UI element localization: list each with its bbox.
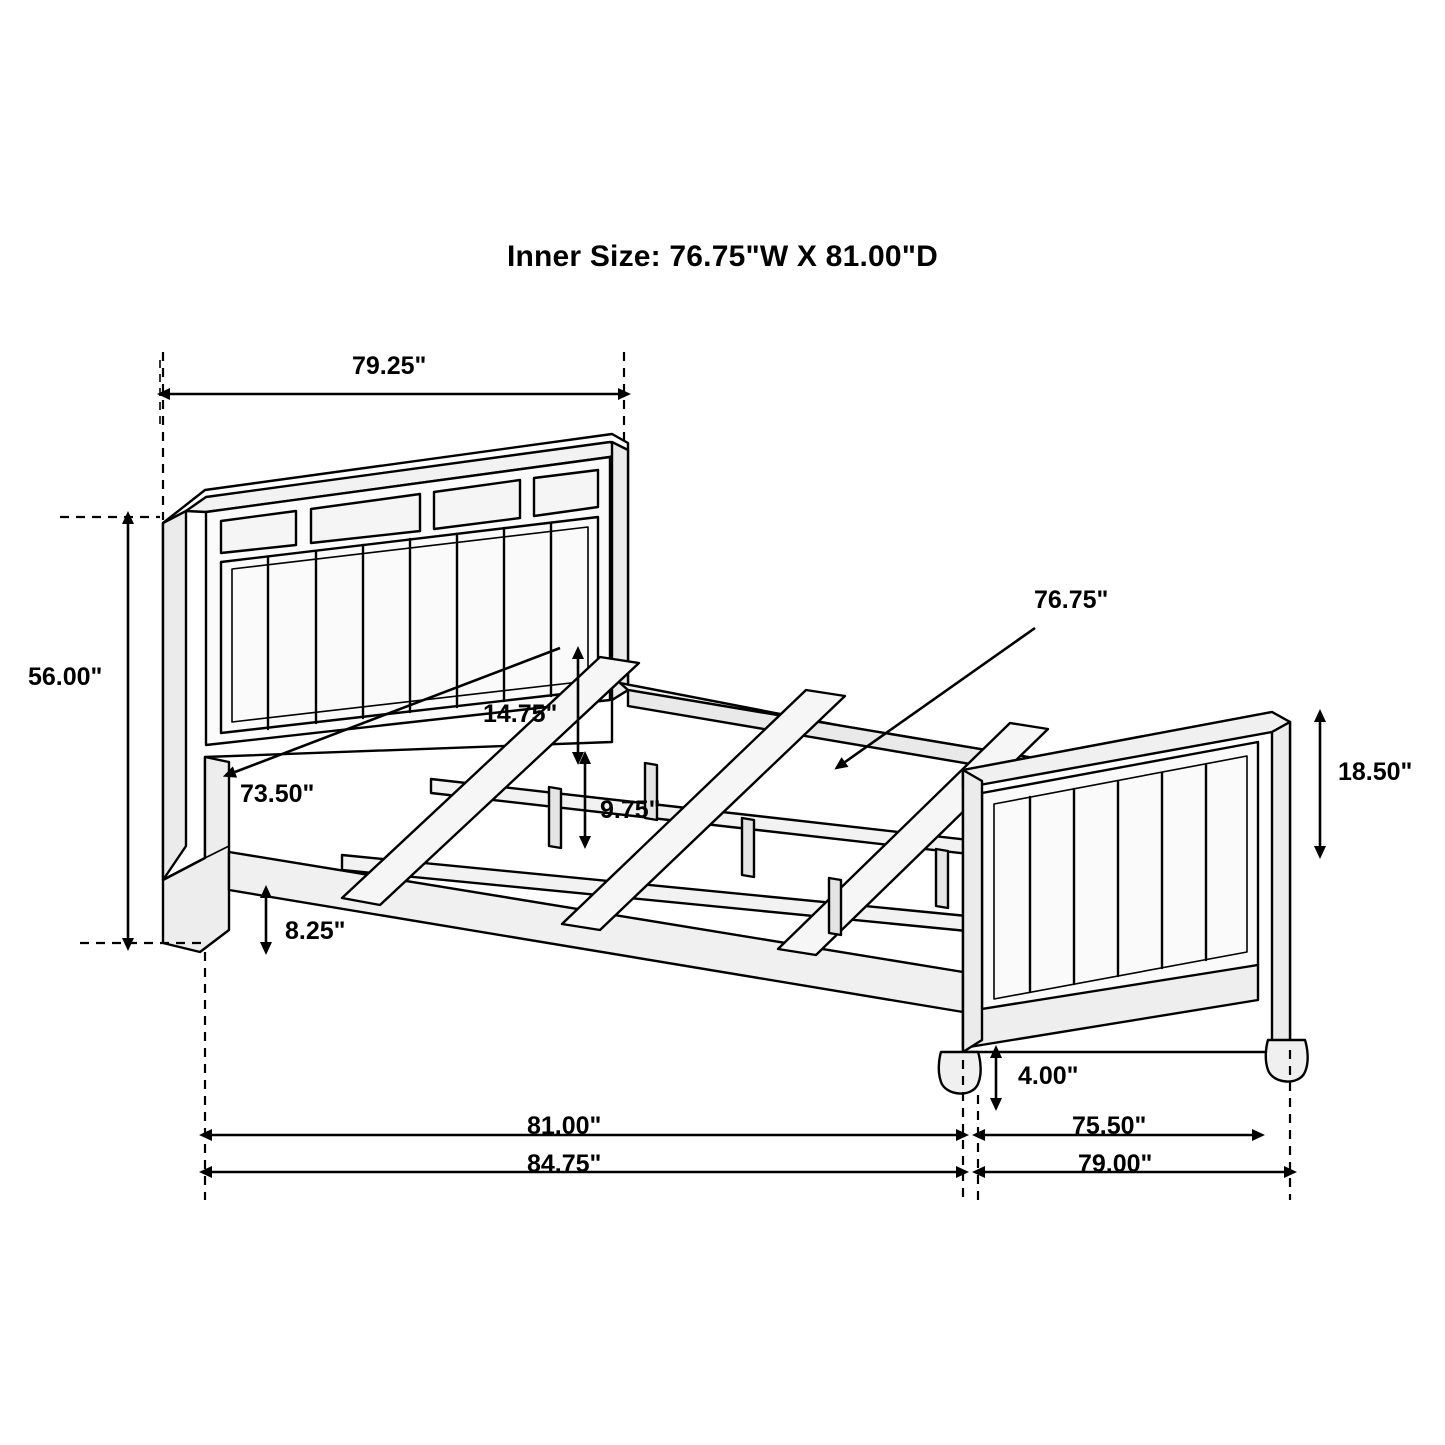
- dim-label-headboard-width: 79.25": [352, 352, 427, 380]
- dim-label-footboard-outer-width: 79.00": [1078, 1150, 1153, 1178]
- dim-label-overall-depth: 84.75": [527, 1150, 602, 1178]
- dim-label-floor-clearance: 8.25": [285, 917, 346, 945]
- dim-label-inner-width: 76.75": [1034, 586, 1109, 614]
- dim-label-foot-leg-height: 4.00": [1018, 1062, 1079, 1090]
- dim-label-footboard-inner-width: 75.50": [1072, 1112, 1147, 1140]
- dim-label-rail-height: 9.75": [600, 796, 661, 824]
- dim-label-headboard-panel-height: 14.75": [483, 700, 558, 728]
- dim-label-footboard-height: 18.50": [1338, 758, 1413, 786]
- page-title: Inner Size: 76.75"W X 81.00"D: [506, 240, 939, 273]
- dim-label-overall-height: 56.00": [28, 663, 103, 691]
- dim-label-headboard-panel-width: 73.50": [240, 780, 315, 808]
- dim-label-inner-depth: 81.00": [527, 1112, 602, 1140]
